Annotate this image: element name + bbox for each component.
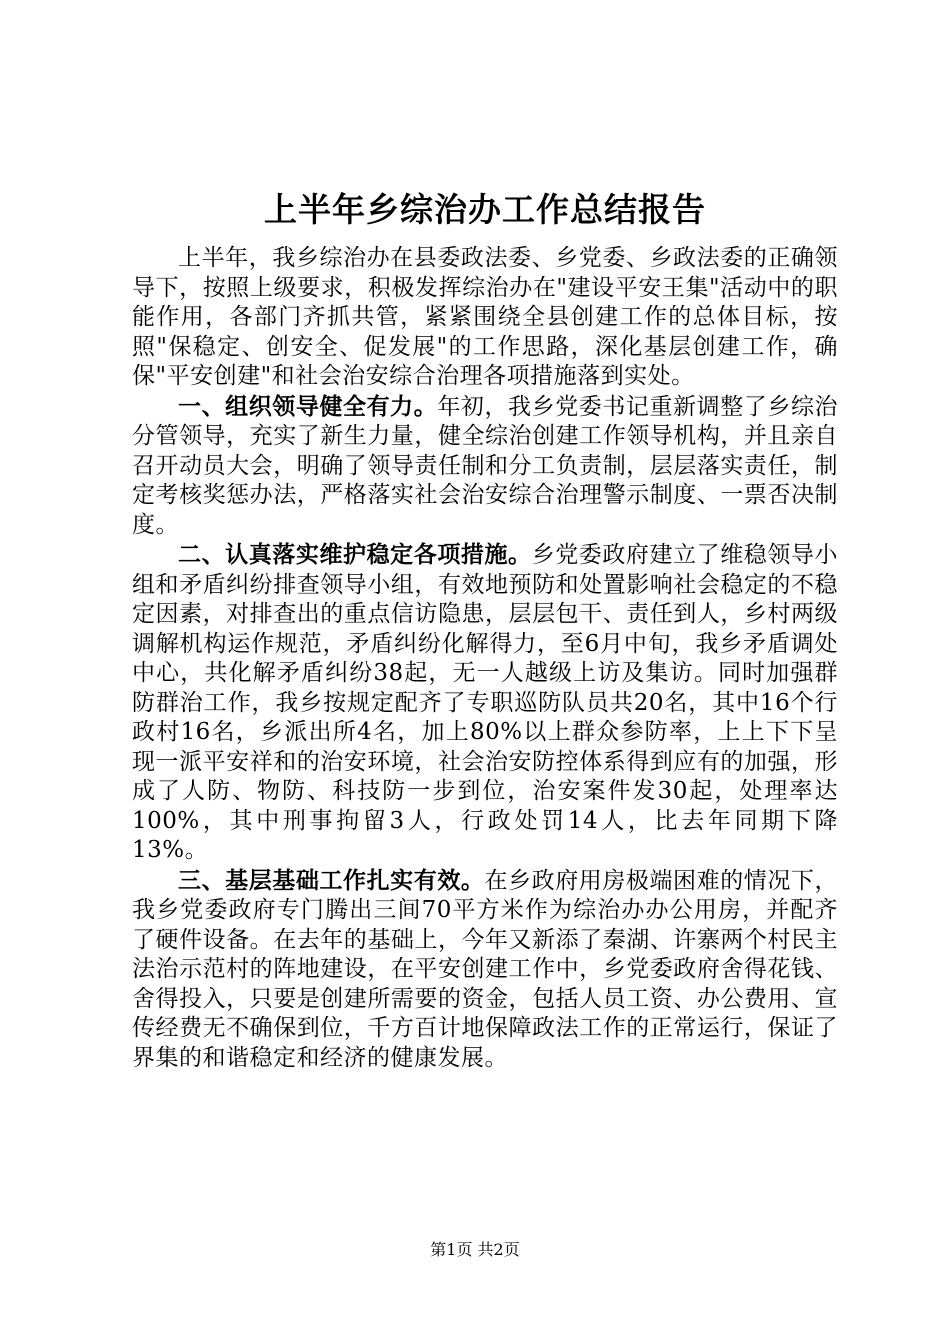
paragraph-text: 上半年，我乡综治办在县委政法委、乡党委、乡政法委的正确领导下，按照上级要求，积极发挥综治办在"建设平安王集"活动中的职能作用，各部门齐抓共管，紧紧围绕全县创建工作的总体目标，按照"保稳定、创安全、促发展"的工作思路，深化基层创建工作，确保"平安创建"和社会治安综合治理各项措施落到实处。 xyxy=(132,245,838,389)
intro-paragraph xyxy=(132,244,838,392)
page-footer xyxy=(0,1240,950,1260)
paragraph-text: 年初，我乡党委书记重新调整了乡综治分管领导，充实了新生力量，健全综治创建工作领导机构，并且亲自召开动员大会，明确了领导责任制和分工负责制，层层落实责任，制定考核奖惩办法，严格落实社会治安综合治理警示制度、一票否决制度。 xyxy=(132,393,839,538)
document-title: 上半年乡综治办工作总结报告 xyxy=(264,190,706,229)
section-heading: 一、组织领导健全有力。 xyxy=(178,392,438,420)
section-heading: 二、认真落实维护稳定各项措施。 xyxy=(178,541,532,568)
section-paragraph-stability xyxy=(132,540,838,866)
page-number: 第1页 共2页 xyxy=(430,1240,520,1259)
paragraph-text: 乡党委政府建立了维稳领导小组和矛盾纠纷排查领导小组，有效地预防和处置影响社会稳定的不稳定因素，对排查出的重点信访隐患，层层包干、责任到人，乡村两级调解机构运作规范，矛盾纠纷化解得力，至6月中旬，我乡矛盾调处中心，共化解矛盾纠纷38起，无一人越级上访及集访。同时加强群防群治工作，我乡按规定配齐了专职巡防队员共20名，其中16个行政村16名，乡派出所4名，加上80%以上群众参防率，上上下下呈现一派平安祥和的治安环境，社会治安防控体系得到应有的加强，形成了人防、物防、科技防一步到位，治安案件发30起，处理率达100%，其中刑事拘留3人，行政处罚14人，比去年同期下降13%。 xyxy=(132,542,839,863)
section-heading: 三、基层基础工作扎实有效。 xyxy=(178,866,485,894)
section-paragraph-organization xyxy=(132,392,838,541)
section-paragraph-grassroots xyxy=(132,866,838,1074)
paragraph-text: 在乡政府用房极端困难的情况下，我乡党委政府专门腾出三间70平方米作为综治办办公用房，并配齐了硬件设备。在去年的基础上，今年又新添了秦湖、许寨两个村民主法治示范村的阵地建设，在平安创建工作中，乡党委政府舍得花钱、舍得投入，只要是创建所需要的资金，包括人员工资、办公费用、宣传经费无不确保到位，千方百计地保障政法工作的正常运行，保证了界集的和谐稳定和经济的健康发展。 xyxy=(132,867,839,1071)
